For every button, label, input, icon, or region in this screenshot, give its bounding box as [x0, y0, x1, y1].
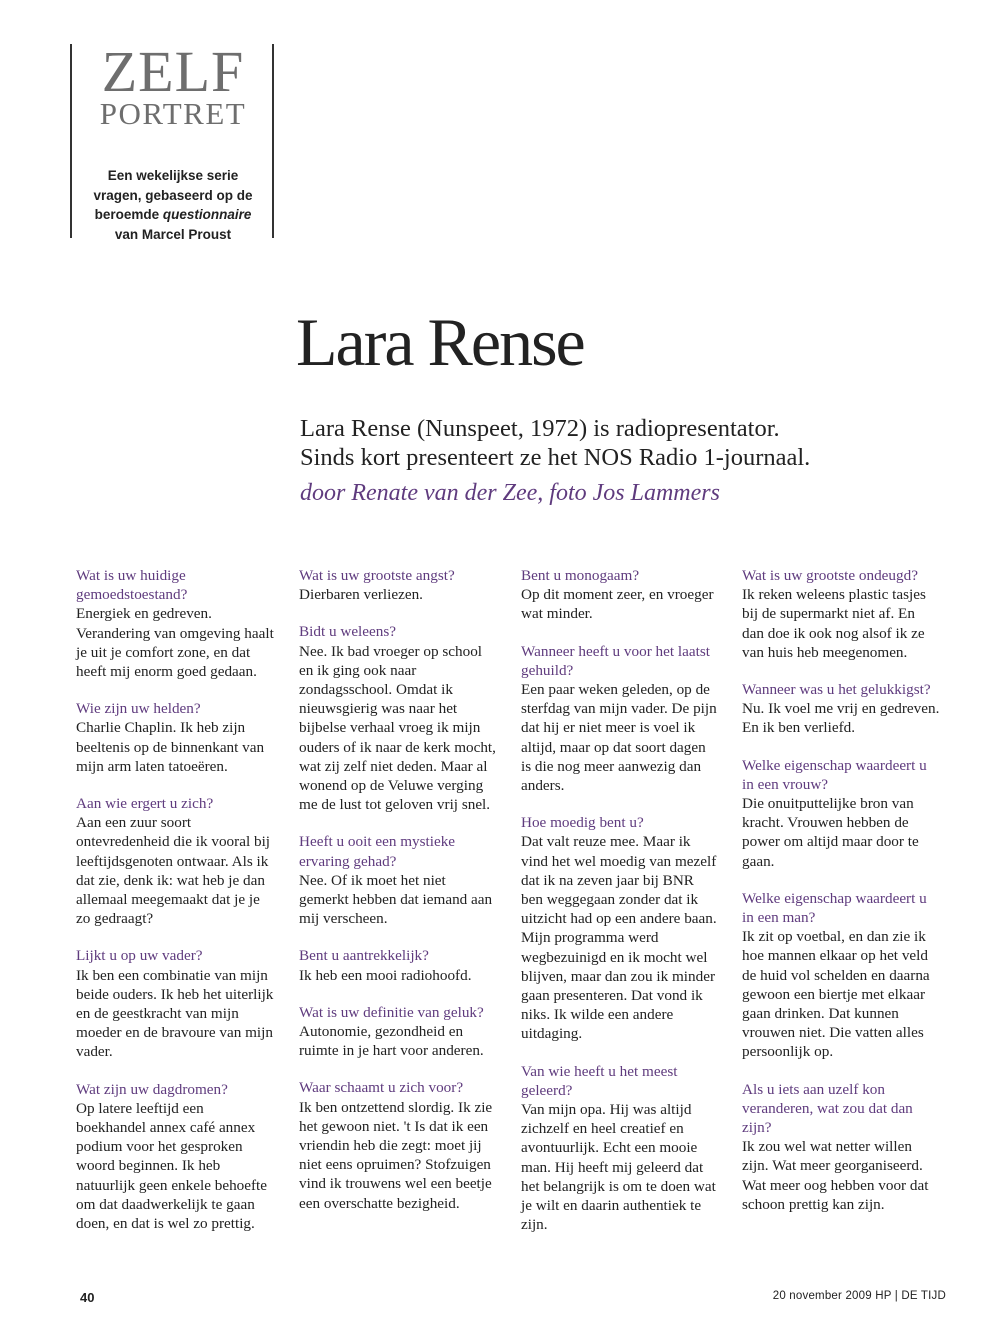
qa-item — [742, 1080, 940, 1214]
qa-item — [76, 566, 274, 681]
qa-item — [299, 946, 497, 984]
answer: Aan een zuur soort ontevredenheid die ik vooral bij leeftijdsgenoten ontwaar. Als ik dat zie, denk ik: wat heb je dan allemaal meegemaakt dat je je zo gedraagt? — [76, 814, 271, 928]
answer: Charlie Chaplin. Ik heb zijn beeltenis op de binnenkant van mijn arm laten tatoeëren. — [76, 719, 265, 775]
qa-item — [742, 566, 940, 662]
question: Wie zijn uw helden? — [76, 700, 201, 718]
question: Welke eigenschap waardeert u in een vrouw? — [742, 756, 927, 793]
question: Wat is uw definitie van geluk? — [299, 1003, 484, 1021]
answer: Ik ben een combinatie van mijn beide ouders. Ik heb het uiterlijk en de geestkracht van mijn moeder en de bravoure van mijn vader. — [76, 966, 274, 1061]
question: Wat zijn uw dagdromen? — [76, 1080, 228, 1098]
intro-line-1: Lara Rense (Nunspeet, 1972) is radiopresentator. — [300, 415, 780, 442]
question: Als u iets aan uzelf kon veranderen, wat zou dat dan zijn? — [742, 1080, 913, 1137]
series-title-portret: PORTRET — [99, 96, 247, 131]
question: Welke eigenschap waardeert u in een man? — [742, 889, 927, 927]
question: Lijkt u op uw vader? — [76, 947, 203, 965]
qa-item — [76, 1080, 274, 1234]
column-4 — [742, 566, 940, 1232]
question: Wat is uw grootste angst? — [299, 567, 455, 584]
series-description — [82, 166, 264, 244]
series-desc-part2: van Marcel Proust — [114, 226, 232, 242]
question: Wanneer was u het gelukkigst? — [742, 681, 931, 699]
column-3 — [521, 566, 719, 1253]
column-2 — [299, 566, 497, 1231]
answer: Ik ben ontzettend slordig. Ik zie het gewoon niet. 't Is dat ik een vriendin heb die zegt: moet jij niet eens opruimen? Stofzuigen vind ik trouwens wel een beetje een overschatte bezigheid. — [299, 1098, 493, 1212]
qa-item — [76, 946, 274, 1061]
qa-item — [742, 680, 940, 738]
column-1 — [76, 566, 274, 1251]
qa-item — [299, 1003, 497, 1061]
question: Hoe moedig bent u? — [521, 814, 644, 832]
question: Aan wie ergert u zich? — [76, 795, 214, 813]
article-title: Lara Rense — [296, 304, 584, 380]
question: Bent u monogaam? — [521, 567, 640, 584]
qa-item — [76, 699, 274, 776]
answer: Op dit moment zeer, en vroeger wat minder. — [521, 586, 714, 623]
question: Bidt u weleens? — [299, 623, 397, 641]
qa-item — [299, 622, 497, 814]
qa-item — [521, 642, 719, 796]
article-intro — [300, 414, 960, 472]
qa-item — [76, 794, 274, 928]
answer: Ik zit op voetbal, en dan zie ik hoe mannen elkaar op het veld de huid vol schelden en daarna gewoon een biertje met elkaar gaan drinken. Dat kunnen vrouwen niet. Die vatten alles persoonlijk op. — [742, 928, 930, 1061]
qa-item — [742, 889, 940, 1062]
answer: Dierbaren verliezen. — [299, 586, 423, 604]
answer: Nee. Of ik moet het niet gemerkt hebben dat iemand aan mij verscheen. — [299, 871, 493, 928]
qa-item — [521, 1062, 719, 1235]
answer: Op latere leeftijd een boekhandel annex café annex podium voor het gesproken woord beginnen. Ik heb natuurlijk geen enkele behoefte om dat daadwerkelijk te gaan doen, en dat is wel zo prettig. — [76, 1099, 268, 1233]
answer: Ik reken weleens plastic tasjes bij de supermarkt niet af. En dan doe ik ook nog alsof ik ze van huis heb meegenomen. — [742, 586, 926, 661]
series-desc-emphasis: questionnaire — [162, 207, 252, 222]
issue-date: 20 november 2009 HP | DE TIJD — [772, 1290, 946, 1302]
intro-line-2: Sinds kort presenteert ze het NOS Radio 1-journaal. — [300, 444, 811, 471]
question: Waar schaamt u zich voor? — [299, 1079, 464, 1097]
answer: Die onuitputtelijke bron van kracht. Vrouwen hebben de power om altijd maar door te gaan. — [742, 795, 919, 870]
answer: Een paar weken geleden, op de sterfdag van mijn vader. De pijn dat hij er niet meer is voel ik altijd, maar op dat soort dagen is die nog meer aanwezig dan anders. — [521, 681, 717, 795]
answer: Van mijn opa. Hij was altijd zichzelf en heel creatief en avontuurlijk. Echt een mooie man. Hij heeft mij geleerd dat het belangrijk is om te doen wat je wilt en daarin authentiek te zijn. — [521, 1101, 716, 1234]
answer: Ik heb een mooi radiohoofd. — [299, 966, 472, 984]
question: Bent u aantrekkelijk? — [299, 947, 429, 965]
answer: Autonomie, gezondheid en ruimte in je hart voor anderen. — [299, 1023, 484, 1060]
qa-item — [299, 566, 497, 604]
series-title-zelf: ZELF — [101, 39, 245, 104]
series-header-box — [70, 39, 274, 242]
question: Van wie heeft u het meest geleerd? — [521, 1062, 678, 1099]
qa-item — [521, 566, 719, 624]
answer: Nu. Ik voel me vrij en gedreven. En ik ben verliefd. — [742, 700, 940, 737]
question: Heeft u ooit een mystieke ervaring gehad? — [299, 833, 456, 870]
qa-item — [299, 832, 497, 928]
answer: Dat valt reuze mee. Maar ik vind het wel moedig van mezelf dat ik na zeven jaar bij BNR ben weggegaan zonder dat ik uitzicht had op een andere baan. Mijn programma werd wegbezuinigd en ik mocht wel blijven, maar dan zou ik minder gaan presenteren. Dat vond ik niks. Ik wilde een andere uitdaging. — [521, 833, 717, 1043]
qa-item — [299, 1078, 497, 1212]
qa-item — [521, 813, 719, 1043]
question: Wat is uw grootste ondeugd? — [742, 567, 918, 584]
question: Wanneer heeft u voor het laatst gehuild? — [521, 642, 710, 679]
answer: Energiek en gedreven. Verandering van omgeving haalt je uit je comfort zone, en dat heeft mij enorm goed gedaan. — [76, 605, 274, 681]
answer: Ik zou wel wat netter willen zijn. Wat meer georganiseerd. Wat meer oog hebben voor dat schoon prettig kan zijn. — [742, 1138, 929, 1213]
page-number: 40 — [80, 1290, 95, 1305]
answer: Nee. Ik bad vroeger op school en ik ging ook naar zondagsschool. Omdat ik nieuwsgierig was naar het bijbelse verhaal vroeg ik mijn ouders of ik naar de kerk mocht, wat zij zelf niet deden. Maar al wonend op de Veluwe verging me de lust tot geloven vrij snel. — [299, 642, 496, 814]
question: Wat is uw huidige gemoedstoestand? — [76, 567, 188, 604]
series-desc-part1: Een wekelijkse serie vragen, gebaseerd op de beroemde — [93, 168, 253, 222]
qa-item — [742, 756, 940, 871]
article-byline: door Renate van der Zee, foto Jos Lammers — [300, 480, 720, 506]
